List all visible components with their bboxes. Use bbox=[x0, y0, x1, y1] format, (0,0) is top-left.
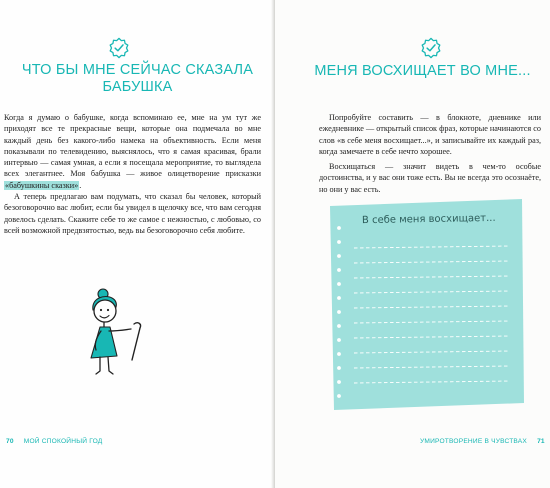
left-heading bbox=[20, 62, 255, 96]
notebook-sheet bbox=[328, 198, 525, 411]
highlighted-phrase: «бабушкины сказки» bbox=[5, 180, 79, 190]
right-paragraph-1: Попробуйте составить — в блокноте, дневнике или ежедневнике — открытый список фраз, которые начинаются со слов «в себе меня восхищает...», и записывайте их каждый раз, когда замечаете в себе нечто хорошее. bbox=[319, 113, 541, 156]
left-heading-line-1: ЧТО БЫ МНЕ СЕЙЧАС СКАЗАЛА bbox=[21, 62, 254, 78]
running-title-right: УМИРОТВОРЕНИЕ В ЧУВСТВАХ bbox=[420, 438, 528, 445]
left-body bbox=[4, 112, 261, 236]
left-paragraph-1: Когда я думаю о бабушке, когда вспоминаю ее, мне на ум тут же приходят все те прекрасные вещи, которые она подмечала во мне каждый день без какого-либо намека на объективность. Если меня показывали по телевидению, выяснялось, что я самая красивая, брали интервью — самая умная, а если я посещала мероприятие, то выглядела всех элегантнее. Моя бабушка — живое олицетворение присказки «бабушкины сказки». bbox=[4, 113, 261, 190]
right-body bbox=[319, 112, 541, 195]
right-footer bbox=[420, 438, 545, 445]
check-badge-icon bbox=[420, 37, 442, 59]
running-title-left: МОЙ СПОКОЙНЫЙ ГОД bbox=[23, 438, 103, 445]
check-badge-icon bbox=[108, 37, 130, 59]
notebook-title: В себе меня восхищает... bbox=[361, 212, 496, 227]
left-heading-line-2: БАБУШКА bbox=[102, 79, 173, 95]
left-paragraph-2: А теперь предлагаю вам подумать, что сказал бы человек, который безоговорочно вас любит, если бы увидел в щелочку все, что вам сегодня довелось сделать. Скажите себе то же самое с нежностью, с любовью, со всей возможной предвзятостью, ведь вы безоговорочно себя любите. bbox=[4, 192, 261, 235]
left-footer bbox=[6, 438, 102, 445]
right-heading: МЕНЯ ВОСХИЩАЕТ ВО МНЕ... bbox=[314, 63, 531, 79]
right-paragraph-2: Восхищаться — значит видеть в чем-то особые достоинства, и у вас они тоже есть. Вы не всегда это осознаёте, но они у вас есть. bbox=[319, 162, 541, 194]
page-number-right: 71 bbox=[537, 438, 545, 445]
grandma-illustration bbox=[72, 286, 158, 382]
page-number-left: 70 bbox=[6, 438, 14, 445]
